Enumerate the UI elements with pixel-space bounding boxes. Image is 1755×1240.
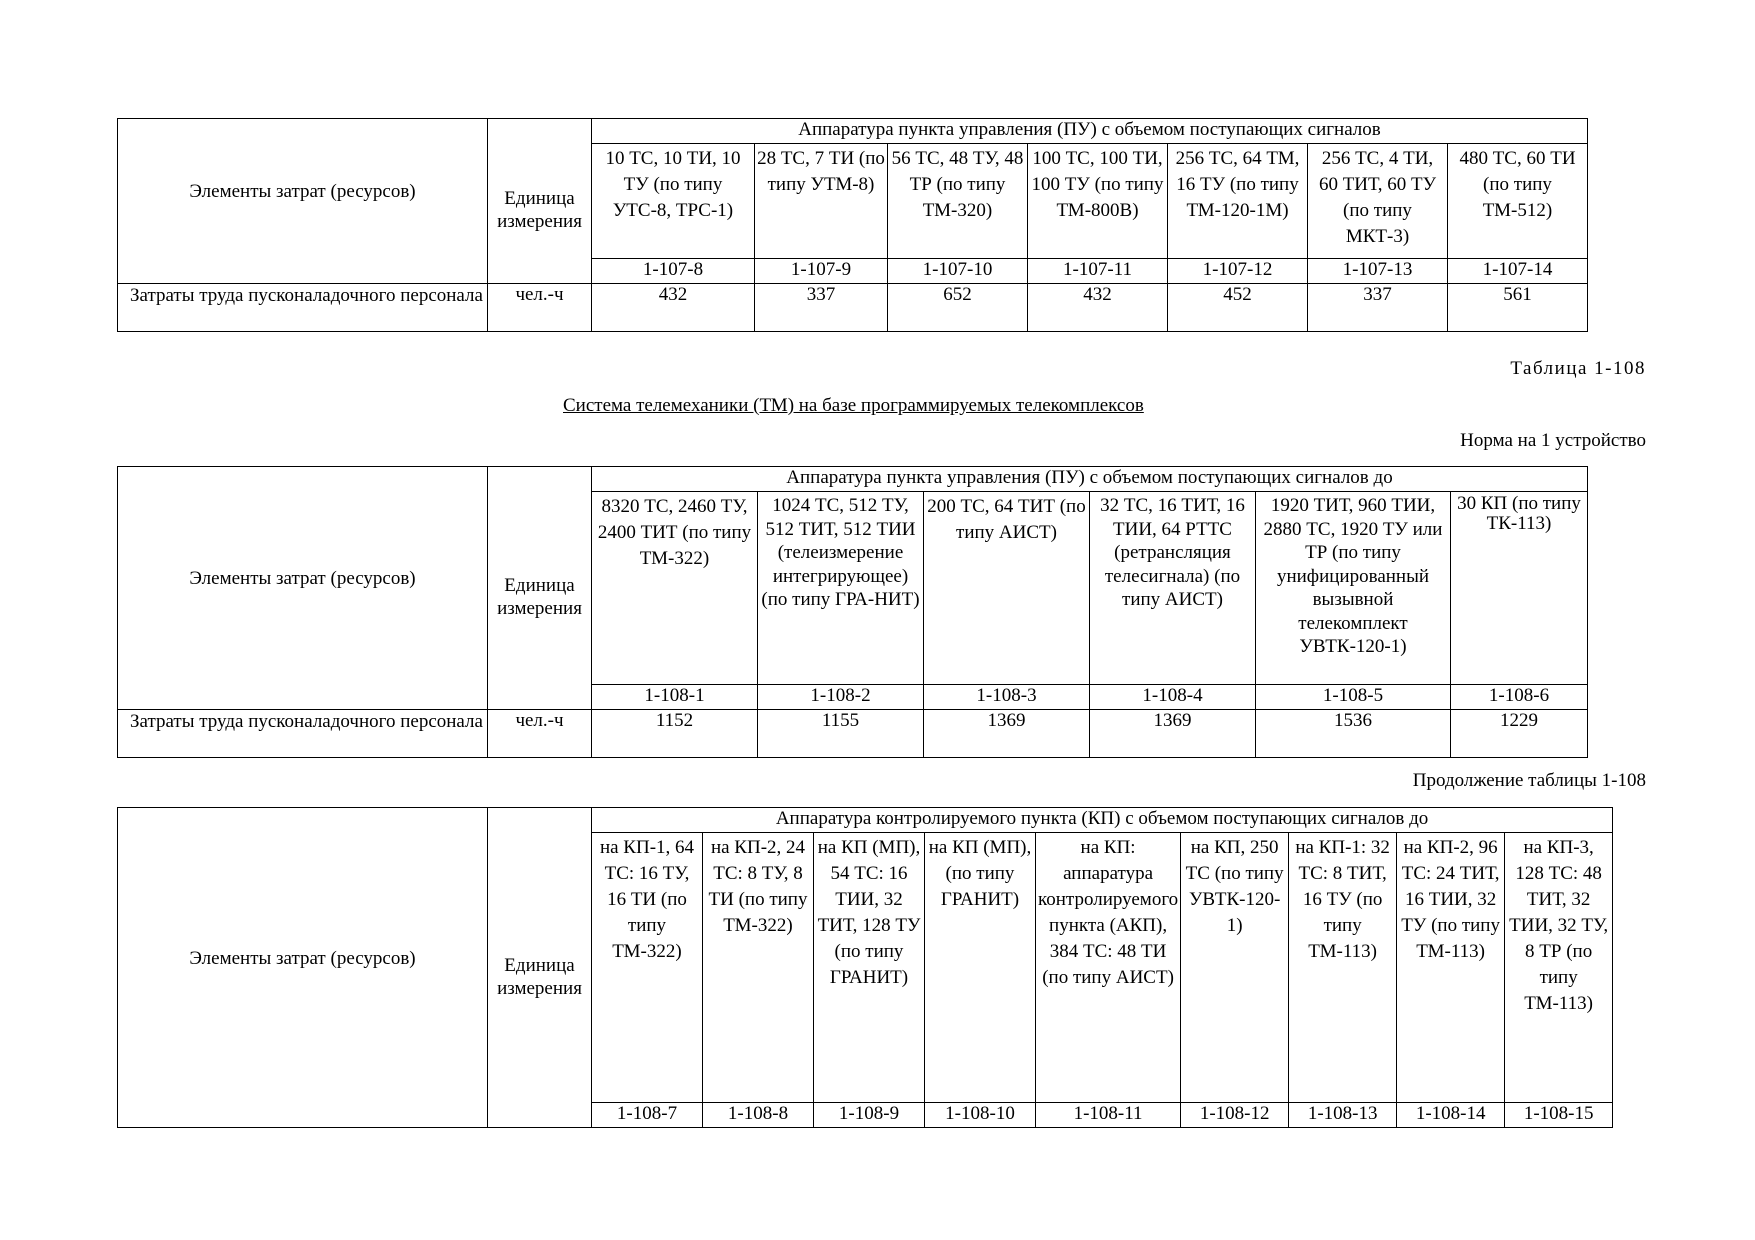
cell-value: 561 <box>1448 284 1588 332</box>
norm-code: 1-108-6 <box>1451 685 1588 710</box>
table-row <box>118 710 1588 758</box>
table-1-108-continued <box>117 807 1613 1128</box>
norm-code: 1-108-4 <box>1090 685 1256 710</box>
cell-value: 1536 <box>1256 710 1451 758</box>
norm-code: 1-108-9 <box>814 1103 925 1128</box>
column-description: 56 ТС, 48 ТУ, 48 ТР (по типу ТМ-320) <box>888 144 1028 259</box>
norm-note: Норма на 1 устройство <box>1460 430 1646 451</box>
norm-code: 1-108-10 <box>925 1103 1036 1128</box>
column-description: 1920 ТИТ, 960 ТИИ, 2880 ТС, 1920 ТУ или ТР (по типу унифицированный вызывной телекомплект УВТК-120-1) <box>1256 492 1451 685</box>
column-description: на КП-2, 96 ТС: 24 ТИТ, 16 ТИИ, 32 ТУ (по типу ТМ-113) <box>1397 833 1505 1103</box>
group-header: Аппаратура контролируемого пункта (КП) с объемом поступающих сигналов до <box>592 808 1613 833</box>
norm-code: 1-108-2 <box>758 685 924 710</box>
continuation-label: Продолжение таблицы 1-108 <box>1412 770 1646 791</box>
cell-value: 337 <box>755 284 888 332</box>
header-cost-elements: Элементы затрат (ресурсов) <box>118 808 488 1128</box>
norm-code: 1-108-8 <box>703 1103 814 1128</box>
header-cost-elements: Элементы затрат (ресурсов) <box>118 119 488 284</box>
table-row <box>118 284 1588 332</box>
norm-code: 1-108-5 <box>1256 685 1451 710</box>
norm-code: 1-108-13 <box>1289 1103 1397 1128</box>
cell-value: 1152 <box>592 710 758 758</box>
column-description: на КП-1, 64 ТС: 16 ТУ, 16 ТИ (по типу ТМ-322) <box>592 833 703 1103</box>
norm-code: 1-108-7 <box>592 1103 703 1128</box>
norm-code: 1-107-10 <box>888 259 1028 284</box>
cell-value: 337 <box>1308 284 1448 332</box>
column-description: 480 ТС, 60 ТИ (по типу ТМ-512) <box>1448 144 1588 259</box>
cell-value: 432 <box>1028 284 1168 332</box>
column-description: 256 ТС, 4 ТИ, 60 ТИТ, 60 ТУ (по типу МКТ-3) <box>1308 144 1448 259</box>
norm-code: 1-107-12 <box>1168 259 1308 284</box>
header-unit: Единица измерения <box>488 119 592 284</box>
row-unit: чел.-ч <box>488 284 592 332</box>
header-unit: Единица измерения <box>488 808 592 1128</box>
norm-code: 1-108-3 <box>924 685 1090 710</box>
group-header: Аппаратура пункта управления (ПУ) с объемом поступающих сигналов до <box>592 467 1588 492</box>
column-description: 200 ТС, 64 ТИТ (по типу АИСТ) <box>924 492 1090 685</box>
norm-code: 1-108-12 <box>1181 1103 1289 1128</box>
column-description: на КП-3, 128 ТС: 48 ТИТ, 32 ТИИ, 32 ТУ, 8 ТР (по типу ТМ-113) <box>1505 833 1613 1103</box>
column-description: 28 ТС, 7 ТИ (по типу УТМ-8) <box>755 144 888 259</box>
cell-value: 1229 <box>1451 710 1588 758</box>
row-label: Затраты труда пусконаладочного персонала <box>118 284 488 332</box>
column-description: на КП (МП), 54 ТС: 16 ТИИ, 32 ТИТ, 128 ТУ (по типу ГРАНИТ) <box>814 833 925 1103</box>
norm-code: 1-108-1 <box>592 685 758 710</box>
row-unit: чел.-ч <box>488 710 592 758</box>
column-description: на КП (МП), (по типу ГРАНИТ) <box>925 833 1036 1103</box>
table-1-107 <box>117 118 1588 332</box>
norm-code: 1-108-15 <box>1505 1103 1613 1128</box>
cell-value: 652 <box>888 284 1028 332</box>
cell-value: 452 <box>1168 284 1308 332</box>
column-description: 256 ТС, 64 ТМ, 16 ТУ (по типу ТМ-120-1М) <box>1168 144 1308 259</box>
cell-value: 1369 <box>1090 710 1256 758</box>
column-description: 1024 ТС, 512 ТУ, 512 ТИТ, 512 ТИИ (телеизмерение интегрирующее) (по типу ГРА-НИТ) <box>758 492 924 685</box>
norm-code: 1-108-14 <box>1397 1103 1505 1128</box>
cell-value: 432 <box>592 284 755 332</box>
column-description: на КП-1: 32 ТС: 8 ТИТ, 16 ТУ (по типу ТМ-113) <box>1289 833 1397 1103</box>
group-header: Аппаратура пункта управления (ПУ) с объемом поступающих сигналов <box>592 119 1588 144</box>
column-description: 32 ТС, 16 ТИТ, 16 ТИИ, 64 РТТС (ретрансляция телесигнала) (по типу АИСТ) <box>1090 492 1256 685</box>
cell-value: 1369 <box>924 710 1090 758</box>
header-unit: Единица измерения <box>488 467 592 710</box>
column-description: 100 ТС, 100 ТИ, 100 ТУ (по типу ТМ-800В) <box>1028 144 1168 259</box>
column-description: на КП-2, 24 ТС: 8 ТУ, 8 ТИ (по типу ТМ-322) <box>703 833 814 1103</box>
norm-code: 1-107-9 <box>755 259 888 284</box>
row-label: Затраты труда пусконаладочного персонала <box>118 710 488 758</box>
column-description: на КП, 250 ТС (по типу УВТК-120-1) <box>1181 833 1289 1103</box>
header-cost-elements: Элементы затрат (ресурсов) <box>118 467 488 710</box>
norm-code: 1-107-13 <box>1308 259 1448 284</box>
table-1-108 <box>117 466 1588 758</box>
norm-code: 1-107-8 <box>592 259 755 284</box>
column-description: 8320 ТС, 2460 ТУ, 2400 ТИТ (по типу ТМ-322) <box>592 492 758 685</box>
norm-code: 1-107-11 <box>1028 259 1168 284</box>
table-label: Таблица 1-108 <box>1510 358 1646 379</box>
column-description: 10 ТС, 10 ТИ, 10 ТУ (по типу УТС-8, ТРС-1) <box>592 144 755 259</box>
column-description: 30 КП (по типу ТК-113) <box>1451 492 1588 685</box>
column-description: на КП: аппаратура контролируемого пункта (АКП), 384 ТС: 48 ТИ (по типу АИСТ) <box>1036 833 1181 1103</box>
norm-code: 1-107-14 <box>1448 259 1588 284</box>
norm-code: 1-108-11 <box>1036 1103 1181 1128</box>
table-title: Система телемеханики (ТМ) на базе программируемых телекомплексов <box>563 395 1144 416</box>
cell-value: 1155 <box>758 710 924 758</box>
